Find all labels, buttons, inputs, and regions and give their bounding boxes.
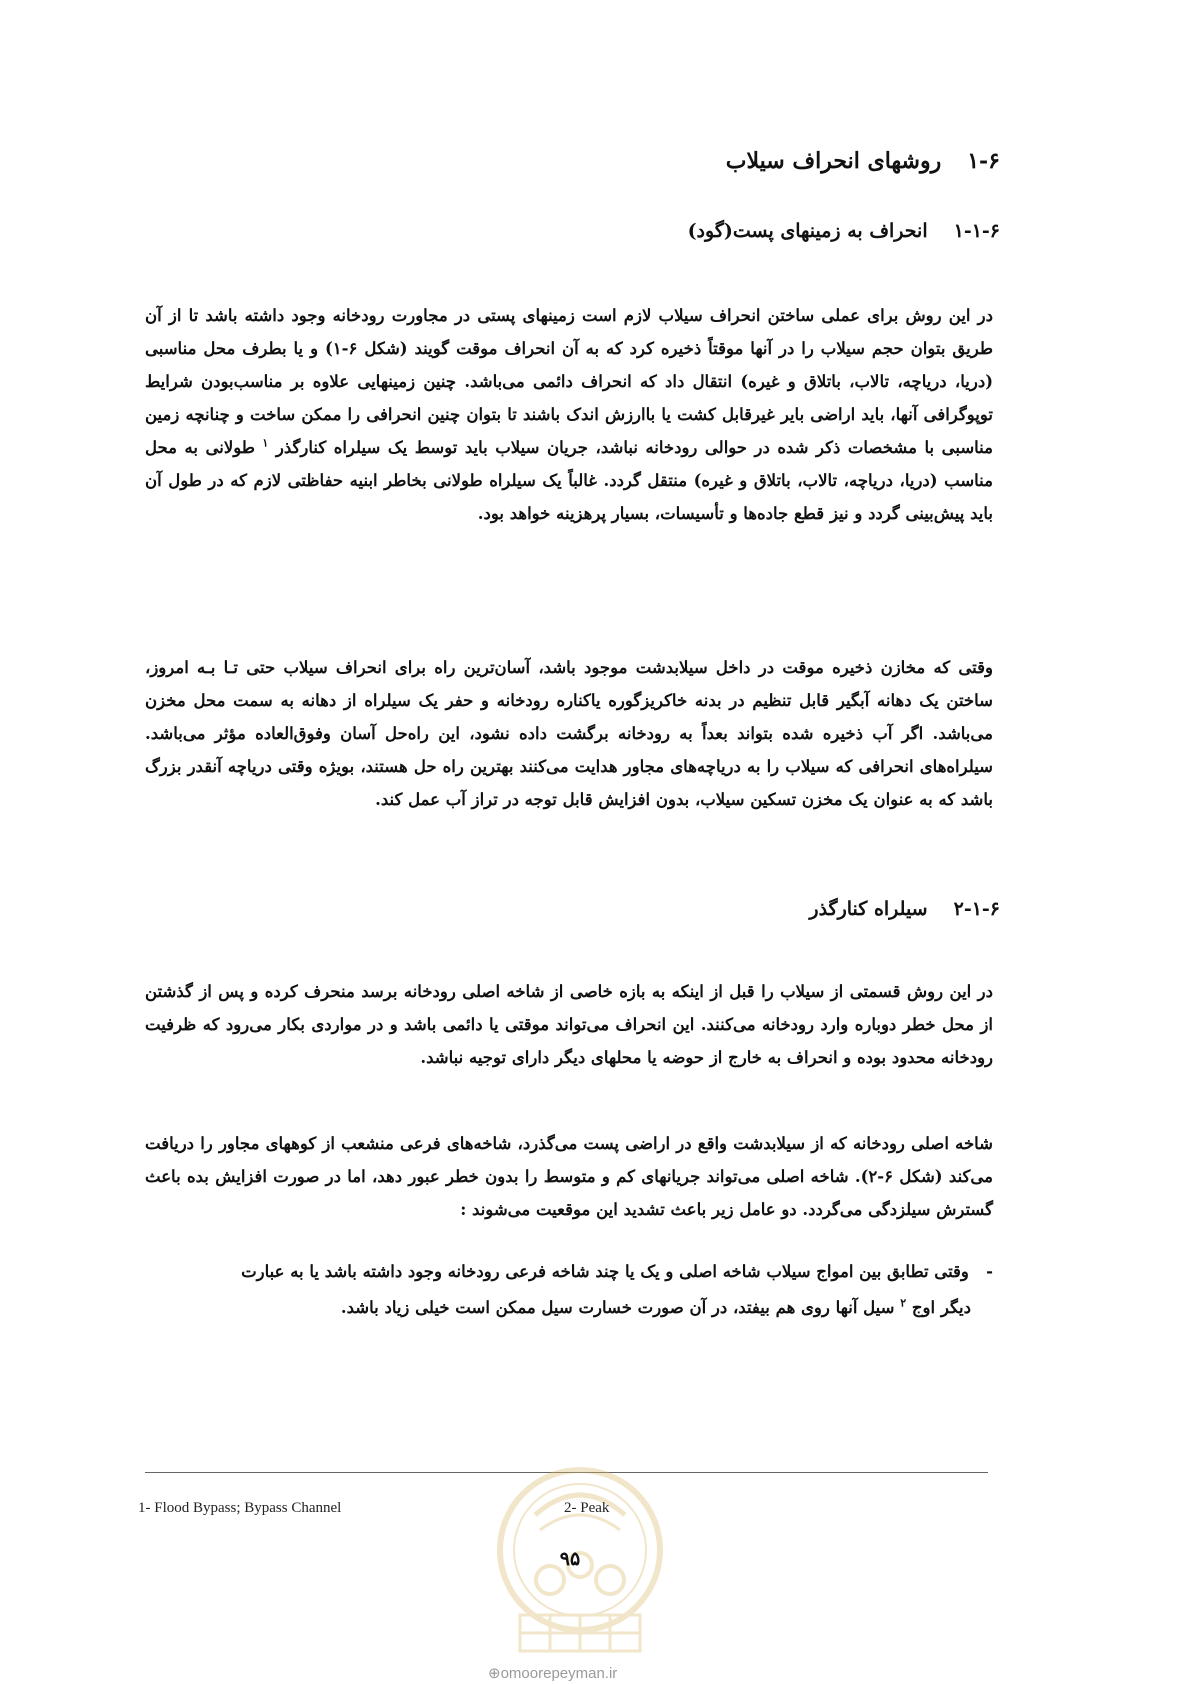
paragraph-3	[145, 975, 993, 1074]
footnote-ref-2: ۲	[900, 1296, 907, 1310]
paragraph-1-text-a: در این روش برای عملی ساختن انحراف سیلاب لازم است زمینهای پستی در مجاورت رودخانه وجود داشته باشد تا از آن طریق بتوان حجم سیلاب را در آنها موقتاً ذخیره کرد که به آن انحراف موقت گویند (شکل ۶-۱) و یا بطرف محل مناسبی (دریا، دریاچه، تالاب، باتلاق و غیره) انتقال داد که انحراف دائمی می‌باشد. چنین زمینهایی علاوه بر مناسب‌بودن شرایط توپوگرافی آنها، باید اراضی بایر غیرقابل کشت یا باارزش اندک باشند تا بتوان چنین انحرافی را ممکن ساخت و چنانچه زمین مناسبی با مشخصات ذکر شده در حوالی رودخانه نباشد، جریان سیلاب باید توسط یک سیلراه کنارگذر	[145, 306, 993, 457]
footnote-ref-1: ۱	[262, 436, 269, 450]
watermark-site-label: omoorepeyman.ir	[500, 1665, 618, 1682]
subsection-number-2: ۲-۱-۶	[953, 898, 1000, 920]
paragraph-1-text-b: طولانی به محل مناسب (دریا، دریاچه، تالاب، باتلاق و غیره) منتقل گردد. غالباً یک سیلراه طولانی بخاطر ابنیه حفاظتی لازم که در طول آن باید پیش‌بینی گردد و نیز قطع جاده‌ها و تأسیسات، بسیار پرهزینه خواهد بود.	[145, 438, 993, 523]
paragraph-4	[145, 1127, 993, 1226]
page-number: ۹۵	[559, 1548, 581, 1570]
bullet-text-b: دیگر اوج	[911, 1298, 971, 1317]
bullet-line-1	[145, 1254, 993, 1290]
paragraph-2-text: وقتی که مخازن ذخیره موقت در داخل سیلابدشت موجود باشد، آسان‌ترین راه برای انحراف سیلاب حتی تـا بـه امروز، ساختن یک دهانه آبگیر قابل تنظیم در بدنه خاکریزگوره یاکناره رودخانه و حفر یک سیلراه از دهانه به سمت محل مخزن می‌باشد. اگر آب ذخیره شده بتواند بعداً به رودخانه برگشت داده نشود، این راه‌حل آسان وفوق‌العاده مؤثر می‌باشد. سیلراه‌های انحرافی که سیلاب را به دریاچه‌های مجاور هدایت می‌کنند بهترین راه حل هستند، بویژه وقتی دریاچه آنقدر بزرگ باشد که به عنوان یک مخزن تسکین سیلاب، بدون افزایش قابل توجه در تراز آب عمل کند.	[145, 658, 993, 809]
globe-icon: ⊕	[488, 1665, 501, 1682]
footnote-1: 1- Flood Bypass; Bypass Channel	[138, 1500, 342, 1516]
section-title: روشهای انحراف سیلاب	[725, 148, 942, 174]
paragraph-4-text: شاخه اصلی رودخانه که از سیلابدشت واقع در اراضی پست می‌گذرد، شاخه‌های فرعی منشعب از کوههای مجاور را دریافت می‌کند (شکل ۶-۲). شاخه اصلی می‌تواند جریانهای کم و متوسط را بدون خطر عبور دهد، اما در صورت افزایش بده باعث گسترش سیلزدگی می‌گردد. دو عامل زیر باعث تشدید این موقعیت می‌شوند :	[145, 1134, 993, 1219]
bullet-line-2	[145, 1290, 993, 1326]
bullet-text-a: وقتی تطابق بین امواج سیلاب شاخه اصلی و یک یا چند شاخه فرعی رودخانه وجود داشته باشد یا به عبارت	[241, 1262, 969, 1281]
paragraph-3-text: در این روش قسمتی از سیلاب را قبل از اینکه به بازه خاصی از شاخه اصلی رودخانه برسد منحرف کرده و پس از گذشتن از محل خطر دوباره وارد رودخانه می‌کنند. این انحراف می‌تواند موقتی یا دائمی باشد و در مواردی بکار می‌رود که ظرفیت رودخانه محدود بوده و انحراف به خارج از حوضه یا محلهای دیگر دارای توجیه نباشد.	[145, 982, 993, 1067]
subsection-title-2: سیلراه کنارگذر	[809, 898, 928, 920]
subsection-heading-1	[240, 220, 1000, 242]
section-heading	[300, 148, 1000, 174]
bullet-marker: -	[986, 1262, 993, 1281]
paragraph-1	[145, 299, 993, 530]
bullet-item	[145, 1254, 993, 1326]
subsection-heading-2	[240, 898, 1000, 920]
footnote-2: 2- Peak	[564, 1500, 610, 1516]
subsection-title-1: انحراف به زمینهای پست(گود)	[687, 220, 928, 242]
bullet-text-c: سیل آنها روی هم بیفتد، در آن صورت خسارت سیل ممکن است خیلی زیاد باشد.	[340, 1298, 895, 1317]
watermark-site-text	[488, 1664, 617, 1682]
paragraph-2	[145, 651, 993, 816]
subsection-number-1: ۱-۱-۶	[953, 220, 1000, 242]
section-number: ۱-۶	[967, 148, 1000, 174]
